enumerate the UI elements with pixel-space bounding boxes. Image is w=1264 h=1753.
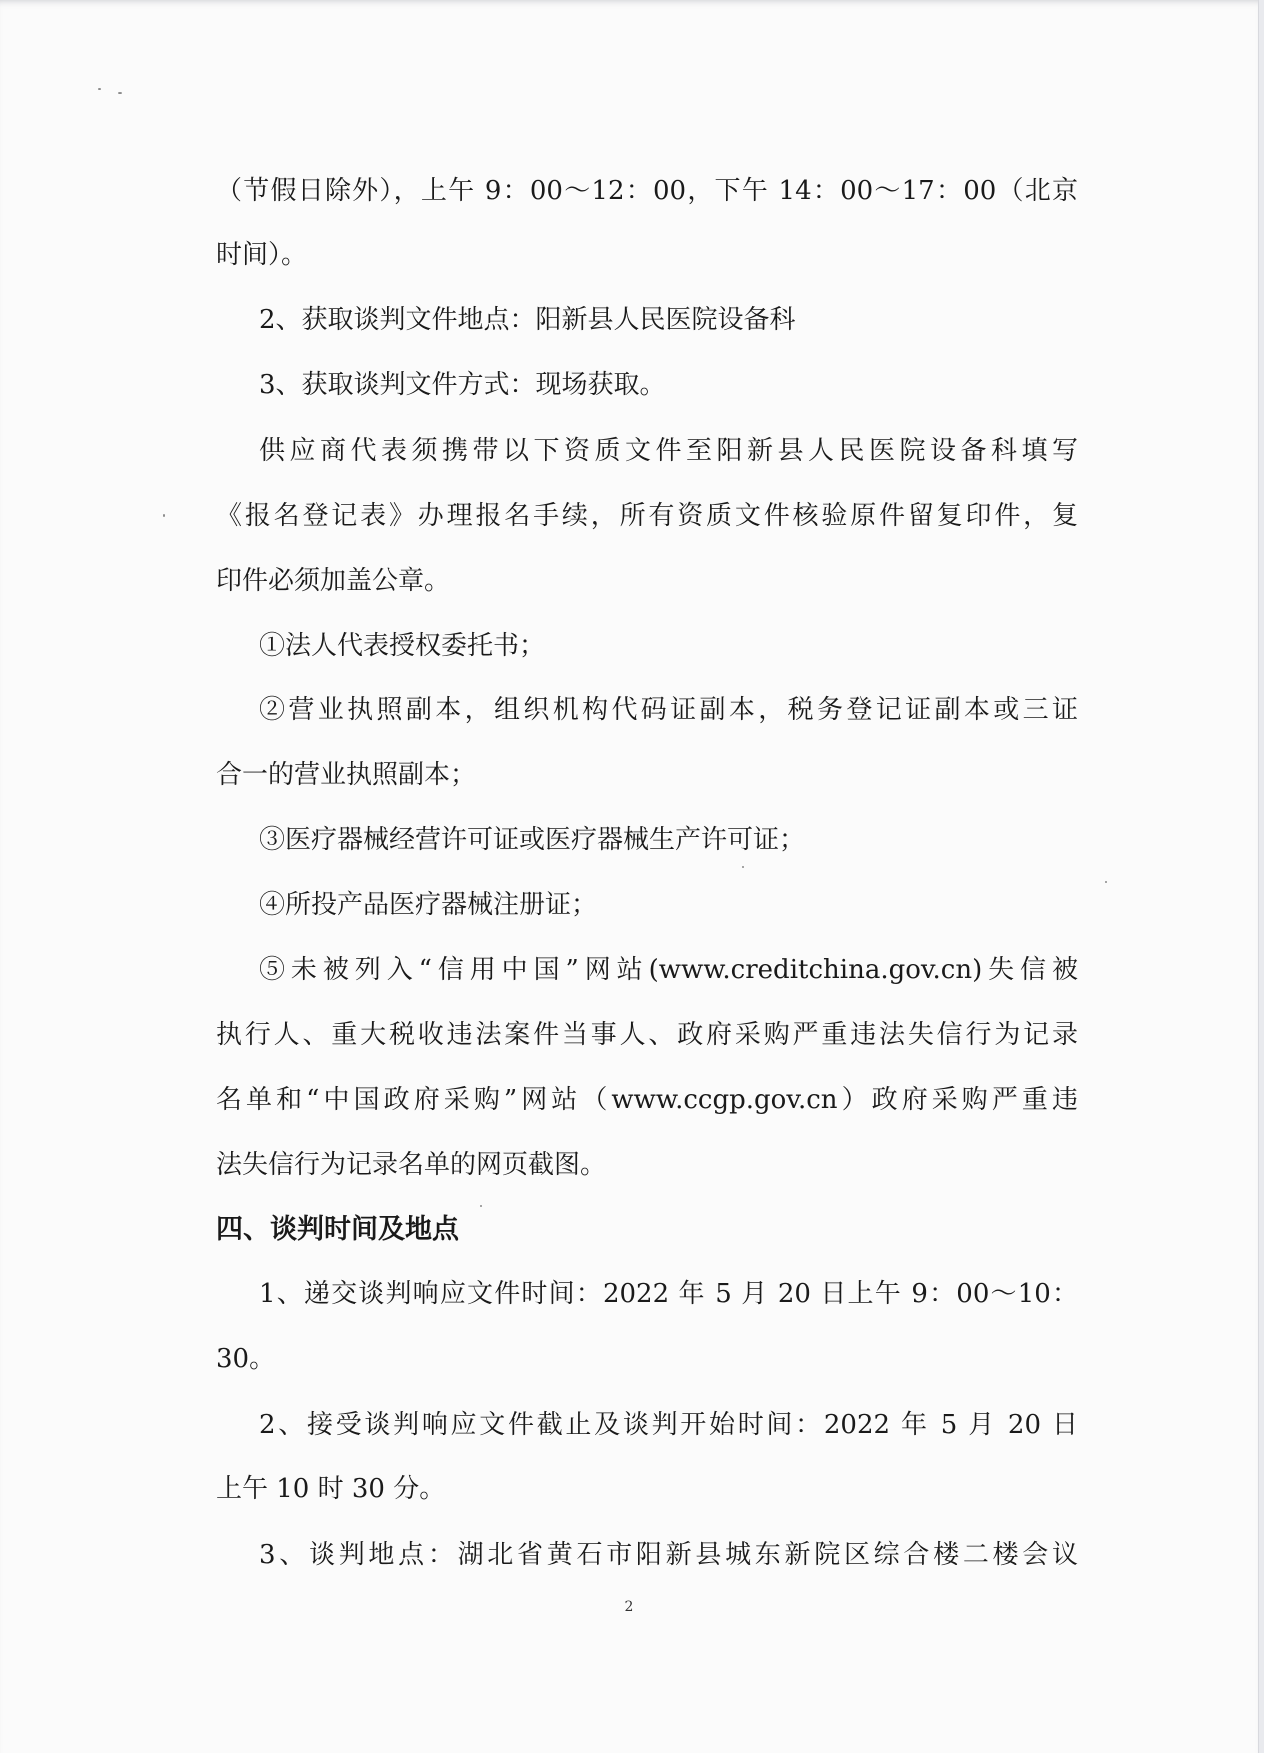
text-line: 名单和“中国政府采购”网站（www.ccgp.gov.cn）政府采购严重违 — [216, 1085, 1078, 1115]
scan-speck — [1105, 881, 1107, 883]
text-line: 3、获取谈判文件方式：现场获取。 — [259, 370, 666, 400]
text-line: 1、递交谈判响应文件时间：2022 年 5 月 20 日上午 9：00～10： — [259, 1279, 1078, 1309]
text-line: 时间）。 — [216, 240, 308, 270]
text-line: 印件必须加盖公章。 — [216, 566, 451, 596]
text-line: 2、获取谈判文件地点：阳新县人民医院设备科 — [259, 305, 796, 335]
text-line: ④所投产品医疗器械注册证； — [259, 890, 598, 920]
text-line: 供应商代表须携带以下资质文件至阳新县人民医院设备科填写 — [259, 436, 1078, 466]
text-line: ⑤未被列入“信用中国”网站(www.creditchina.gov.cn)失信被 — [259, 955, 1078, 985]
text-line: ③医疗器械经营许可证或医疗器械生产许可证； — [259, 825, 806, 855]
text-line: 《报名登记表》办理报名手续，所有资质文件核验原件留复印件，复 — [216, 501, 1078, 531]
scan-speck — [118, 92, 122, 94]
scan-speck — [480, 1205, 482, 1207]
text-line: 合一的营业执照副本； — [216, 760, 477, 790]
section-heading: 四、谈判时间及地点 — [216, 1214, 459, 1245]
text-line: 执行人、重大税收违法案件当事人、政府采购严重违法失信行为记录 — [216, 1020, 1078, 1050]
text-line: 法失信行为记录名单的网页截图。 — [216, 1150, 607, 1180]
text-line: ②营业执照副本，组织机构代码证副本，税务登记证副本或三证 — [259, 695, 1078, 725]
text-line: ①法人代表授权委托书； — [259, 631, 546, 661]
text-line: 30。 — [216, 1344, 276, 1374]
scan-speck — [742, 866, 744, 868]
text-line: （节假日除外），上午 9：00～12：00，下午 14：00～17：00（北京 — [216, 176, 1078, 206]
page-number: 2 — [624, 1599, 634, 1615]
scan-speck — [163, 514, 165, 517]
scan-speck — [98, 88, 101, 90]
text-line: 上午 10 时 30 分。 — [216, 1474, 446, 1504]
text-line: 2、接受谈判响应文件截止及谈判开始时间：2022 年 5 月 20 日 — [259, 1410, 1078, 1440]
text-line: 3、谈判地点：湖北省黄石市阳新县城东新院区综合楼二楼会议 — [259, 1540, 1078, 1570]
